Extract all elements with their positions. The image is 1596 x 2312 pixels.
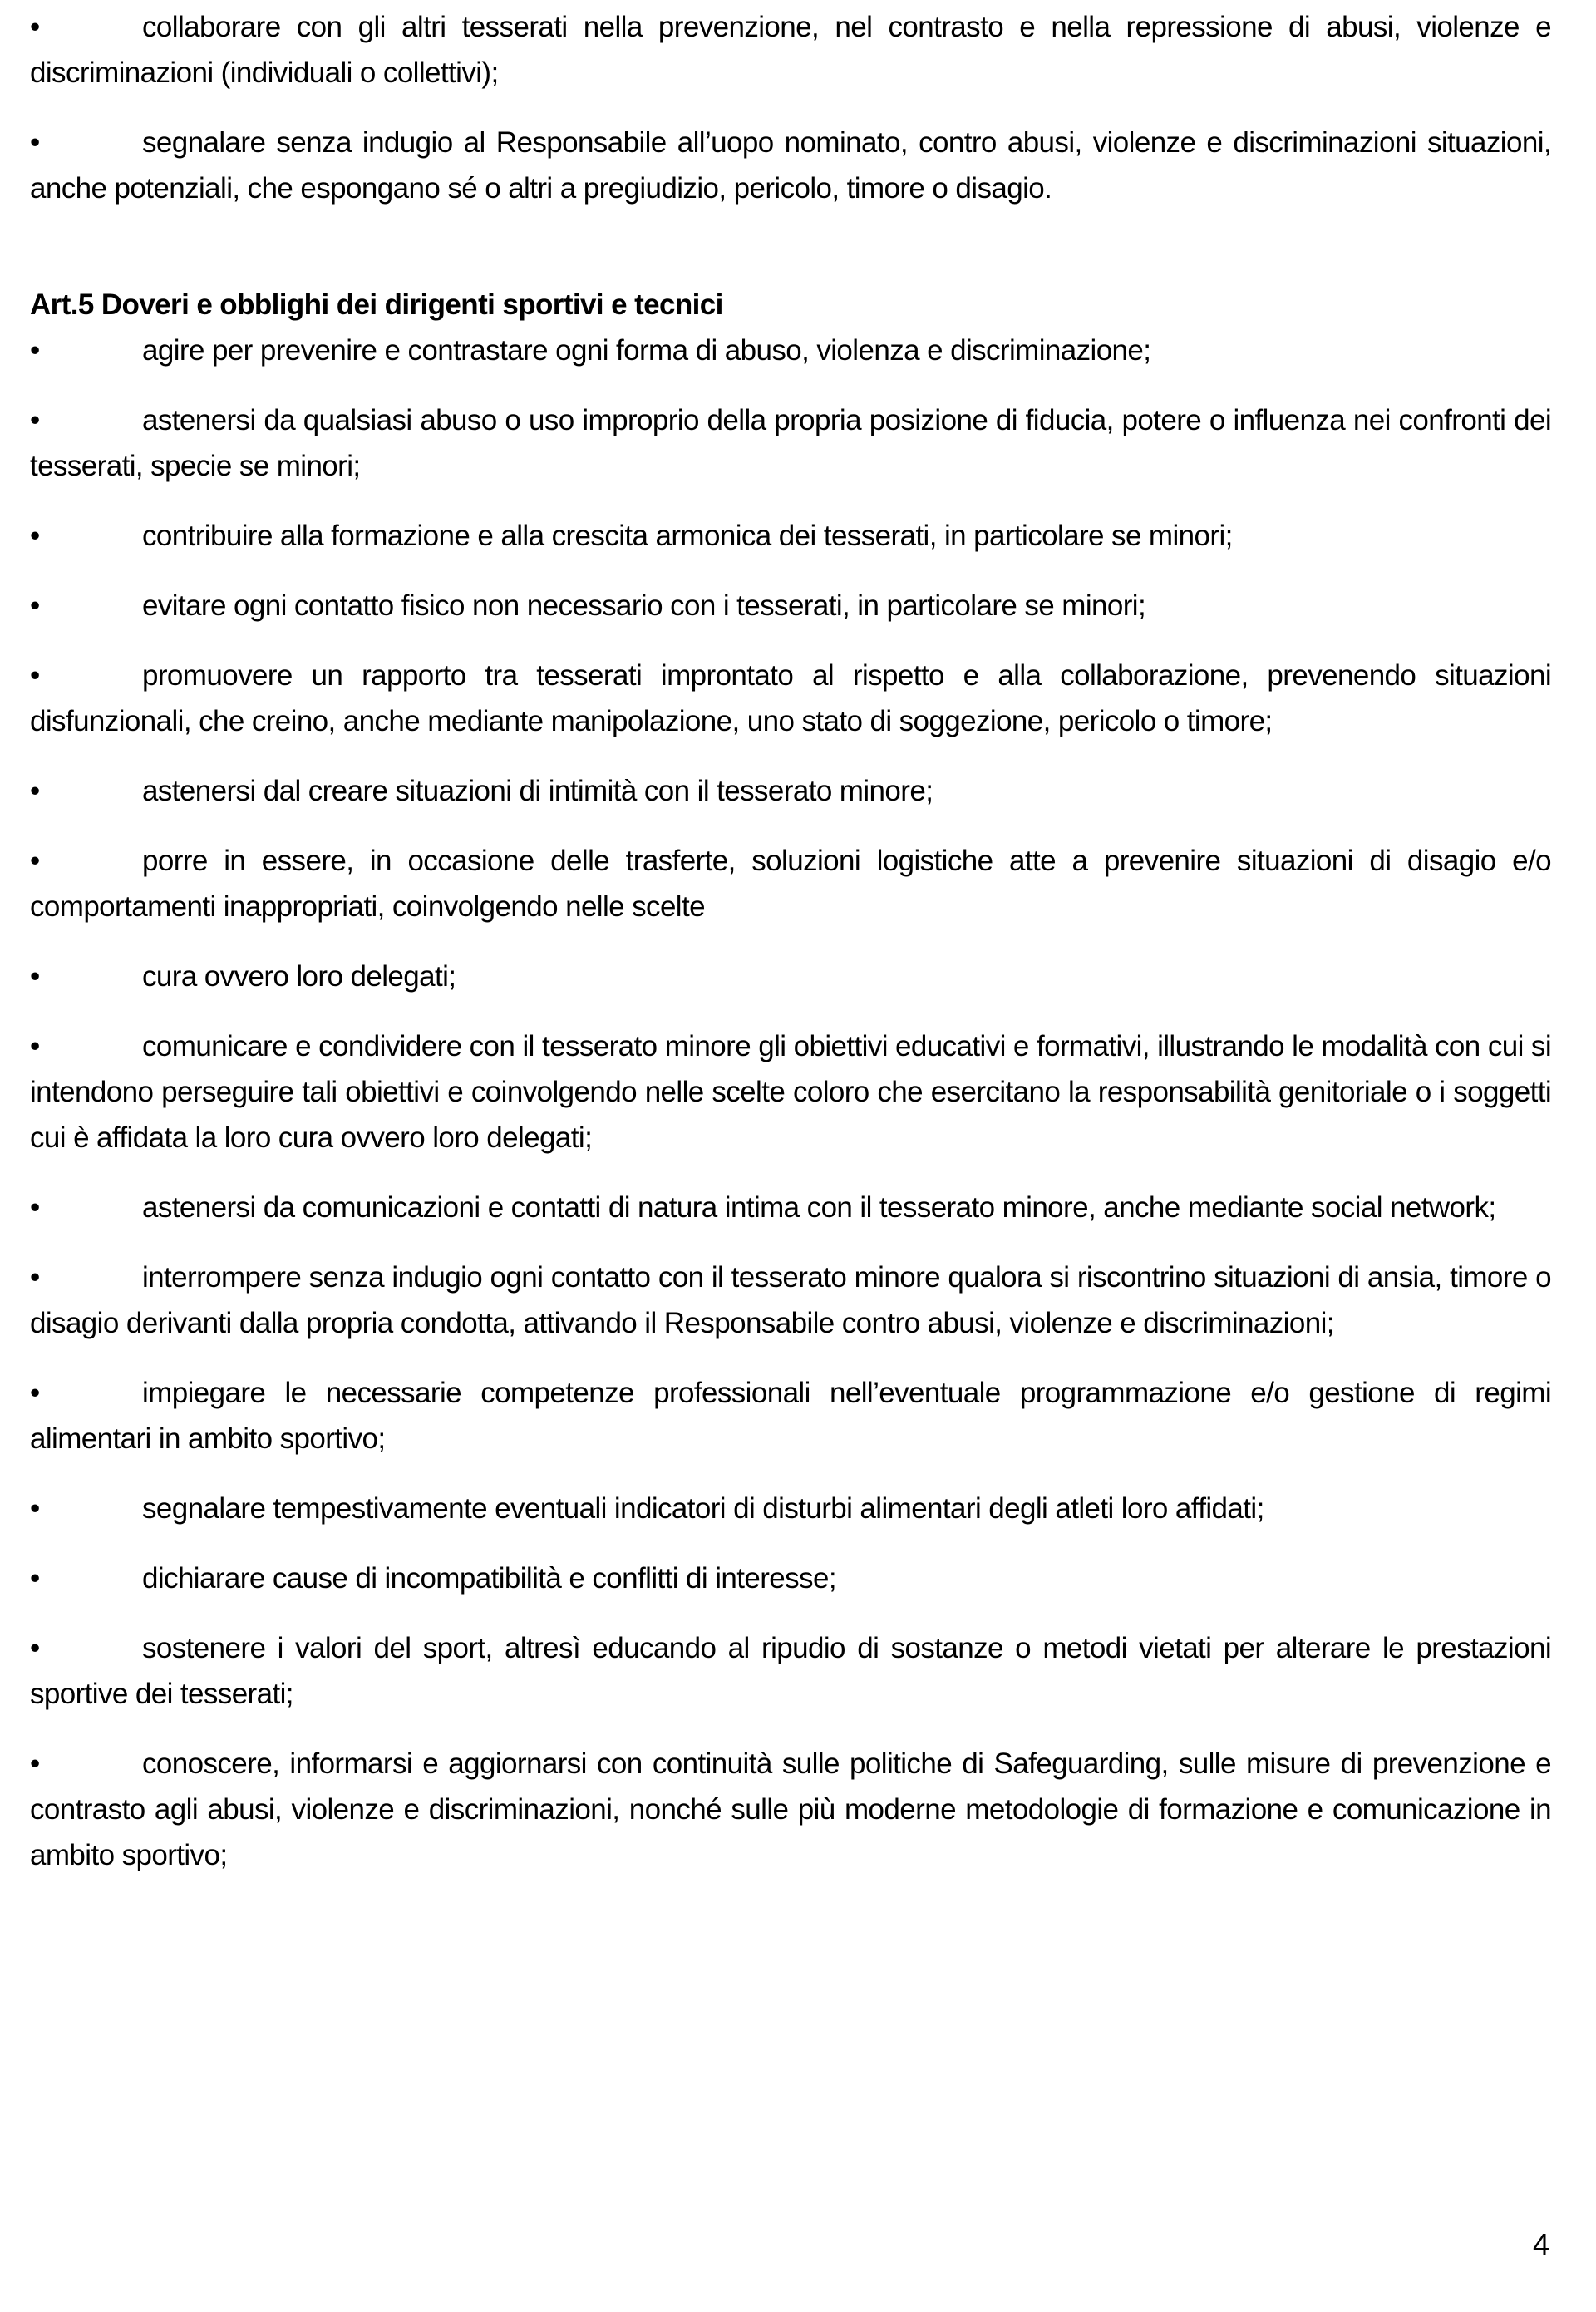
list-item [30, 328, 1551, 373]
list-item-text: agire per prevenire e contrastare ogni forma di abuso, violenza e discriminazione; [142, 334, 1151, 367]
list-item-text: comunicare e condividere con il tesserato minore gli obiettivi educativi e formativi, illustrando le modalità con cui si intendono perseguire tali obiettivi e coinvolgendo nelle scelte coloro che esercitano la responsabilità genitoriale o i soggetti cui è affidata la loro cura ovvero loro delegati; [30, 1030, 1551, 1154]
list-item [30, 1486, 1551, 1531]
list-item-text: evitare ogni contatto fisico non necessario con i tesserati, in particolare se minori; [142, 589, 1146, 622]
list-item-text: dichiarare cause di incompatibilità e conflitti di interesse; [142, 1562, 836, 1595]
list-item [30, 653, 1551, 744]
list-item [30, 1370, 1551, 1462]
bullet-icon: • [30, 960, 40, 993]
list-item [30, 1023, 1551, 1161]
list-item [30, 1741, 1551, 1878]
list-item [30, 1255, 1551, 1346]
list-item-text: astenersi da comunicazioni e contatti di natura intima con il tesserato minore, anche mediante social network; [142, 1191, 1496, 1224]
list-item-text: porre in essere, in occasione delle trasferte, soluzioni logistiche atte a prevenire situazioni di disagio e/o comportamenti inappropriati, coinvolgendo nelle scelte [30, 845, 1551, 923]
list-item-text: astenersi da qualsiasi abuso o uso improprio della propria posizione di fiducia, potere o influenza nei confronti dei tesserati, specie se minori; [30, 404, 1551, 482]
list-item-text: astenersi dal creare situazioni di intimità con il tesserato minore; [142, 775, 933, 807]
list-item-text: conoscere, informarsi e aggiornarsi con continuità sulle politiche di Safeguarding, sulle misure di prevenzione e contrasto agli abusi, violenze e discriminazioni, nonché sulle più moderne metodologie di formazione e comunicazione in ambito sportivo; [30, 1748, 1551, 1871]
bullet-icon: • [30, 126, 40, 159]
list-item [30, 1555, 1551, 1601]
bullet-icon: • [30, 845, 40, 877]
list-item [30, 1185, 1551, 1230]
list-item [30, 120, 1551, 211]
list-item-text: segnalare tempestivamente eventuali indicatori di disturbi alimentari degli atleti loro affidati; [142, 1492, 1264, 1525]
list-item-text: interrompere senza indugio ogni contatto con il tesserato minore qualora si riscontrino situazioni di ansia, timore o disagio derivanti dalla propria condotta, attivando il Responsabile contro abusi, violenze e discriminazioni; [30, 1261, 1551, 1339]
list-item [30, 1625, 1551, 1717]
bullet-icon: • [30, 1030, 40, 1062]
bullet-icon: • [30, 404, 40, 436]
list-item-text: cura ovvero loro delegati; [142, 960, 456, 993]
section-heading: Art.5 Doveri e obblighi dei dirigenti sportivi e tecnici [30, 288, 723, 321]
page-number: 4 [1533, 2227, 1550, 2261]
list-item-text: promuovere un rapporto tra tesserati improntato al rispetto e alla collaborazione, prevenendo situazioni disfunzionali, che creino, anche mediante manipolazione, uno stato di soggezione, pericolo o timore; [30, 659, 1551, 737]
document-page [30, 0, 1551, 1902]
list-item [30, 4, 1551, 96]
list-item-text: contribuire alla formazione e alla crescita armonica dei tesserati, in particolare se minori; [142, 520, 1233, 552]
list-item [30, 954, 1551, 999]
list-item [30, 838, 1551, 929]
bullet-icon: • [30, 1748, 40, 1780]
list-item [30, 397, 1551, 489]
bullet-icon: • [30, 1562, 40, 1595]
list-item-text: segnalare senza indugio al Responsabile all’uopo nominato, contro abusi, violenze e discriminazioni situazioni, anche potenziali, che espongano sé o altri a pregiudizio, pericolo, timore o disagio. [30, 126, 1551, 205]
bullet-icon: • [30, 1191, 40, 1224]
bullet-icon: • [30, 659, 40, 692]
bullet-icon: • [30, 334, 40, 367]
list-item-text: sostenere i valori del sport, altresì educando al ripudio di sostanze o metodi vietati per alterare le prestazioni sportive dei tesserati; [30, 1632, 1551, 1710]
bullet-icon: • [30, 775, 40, 807]
bullet-icon: • [30, 1632, 40, 1664]
bullet-icon: • [30, 1261, 40, 1294]
list-item-text: collaborare con gli altri tesserati nella prevenzione, nel contrasto e nella repressione di abusi, violenze e discriminazioni (individuali o collettivi); [30, 11, 1551, 89]
bullet-icon: • [30, 589, 40, 622]
bullet-icon: • [30, 520, 40, 552]
bullet-icon: • [30, 1492, 40, 1525]
bullet-icon: • [30, 1377, 40, 1409]
bullet-icon: • [30, 11, 40, 43]
list-item [30, 583, 1551, 629]
list-item [30, 513, 1551, 559]
list-item-text: impiegare le necessarie competenze professionali nell’eventuale programmazione e/o gestione di regimi alimentari in ambito sportivo; [30, 1377, 1551, 1455]
list-item [30, 768, 1551, 814]
